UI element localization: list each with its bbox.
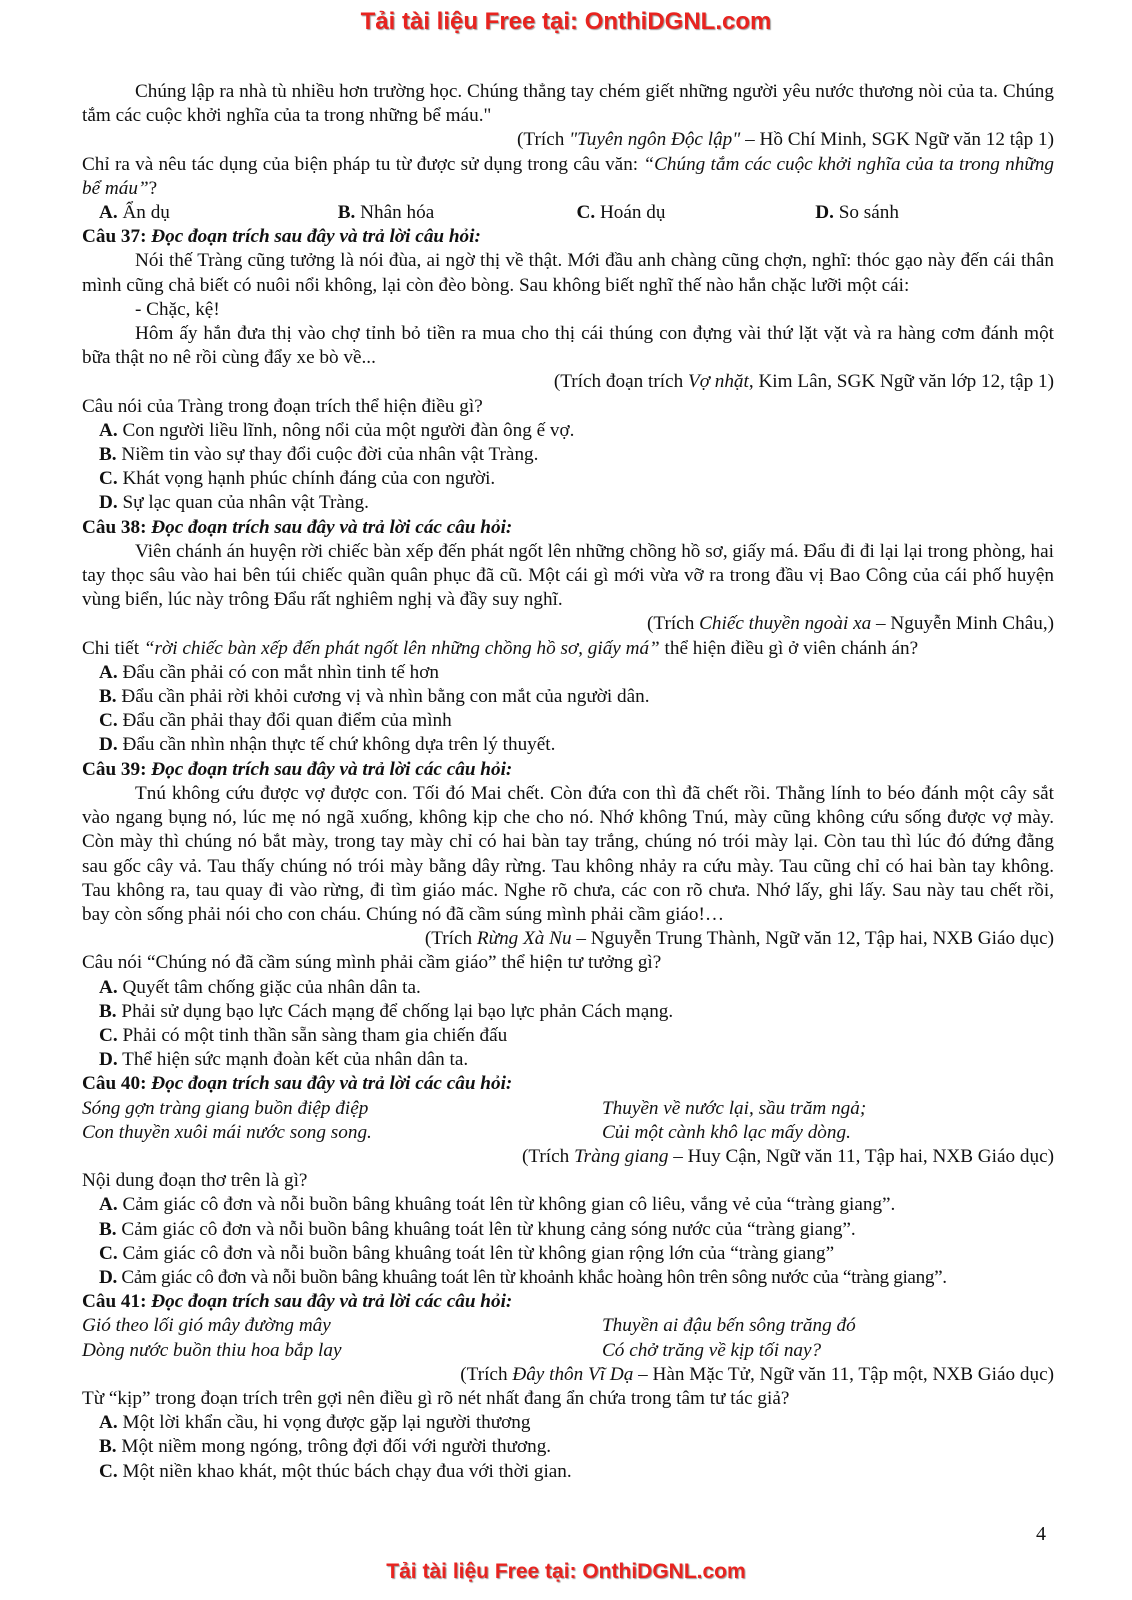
q38-question: Chi tiết “rời chiếc bàn xếp đến phát ngốt lên những chồng hồ sơ, giấy má” thể hiện điều gì ở viên chánh án? <box>82 637 919 659</box>
q41-question: Từ “kịp” trong đoạn trích trên gợi nên điều gì rõ nét nhất đang ẩn chứa trong tâm tư tác giả? <box>82 1387 790 1409</box>
q38-option-d: D. Đẩu cần nhìn nhận thực tế chứ không dựa trên lý thuyết. <box>99 734 556 756</box>
q38-source: (Trích Chiếc thuyền ngoài xa – Nguyễn Minh Châu,) <box>647 613 1054 635</box>
q39-option-d: D. Thể hiện sức mạnh đoàn kết của nhân dân ta. <box>99 1049 469 1071</box>
q37-option-d: D. Sự lạc quan của nhân vật Tràng. <box>99 492 369 514</box>
document-page <box>82 80 1054 1484</box>
q37-option-c: C. Khát vọng hạnh phúc chính đáng của con người. <box>99 468 496 490</box>
footer-banner: Tải tài liệu Free tại: OnthiDGNL.com <box>386 1560 746 1583</box>
q36-option-d: D. So sánh <box>815 202 899 224</box>
q41-option-b: B. Một niềm mong ngóng, trông đợi đối với người thương. <box>99 1436 552 1458</box>
q37-passage-3: Hôm ấy hắn đưa thị vào chợ tỉnh bỏ tiền ra mua cho thị cái thúng con đựng vài thứ lặt vặt và ra hàng cơm đánh một bữa thật no nê rồi cùng đẩy xe bò về... <box>82 323 1054 369</box>
q38-passage: Viên chánh án huyện rời chiếc bàn xếp đến phát ngốt lên những chồng hồ sơ, giấy má. Đẩu đi đi lại lại trong phòng, hai tay thọc sâu vào hai bên túi chiếc quần quân phục đã cũ. Một cái gì mới vừa vỡ ra trong đầu vị Bao Công của cái phố huyện vùng biển, lúc này trông Đẩu rất nghiêm nghị và đầy suy nghĩ. <box>82 540 1054 611</box>
q37-question: Câu nói của Tràng trong đoạn trích thể hiện điều gì? <box>82 395 483 417</box>
q41-option-c: C. Một niền khao khát, một thúc bách chạy đua với thời gian. <box>99 1460 572 1482</box>
q40-question: Nội dung đoạn thơ trên là gì? <box>82 1170 308 1192</box>
q39-option-a: A. Quyết tâm chống giặc của nhân dân ta. <box>99 976 421 998</box>
q39-heading: Câu 39: Đọc đoạn trích sau đây và trả lời các câu hỏi: <box>82 758 513 780</box>
header-banner: Tải tài liệu Free tại: OnthiDGNL.com <box>360 8 772 35</box>
q36-passage: Chúng lập ra nhà tù nhiều hơn trường học. Chúng thẳng tay chém giết những người yêu nước thương nòi của ta. Chúng tắm các cuộc khởi nghĩa của ta trong những bể máu." <box>82 81 1054 127</box>
q37-heading: Câu 37: Đọc đoạn trích sau đây và trả lời câu hỏi: <box>82 226 481 248</box>
q39-source: (Trích Rừng Xà Nu – Nguyễn Trung Thành, Ngữ văn 12, Tập hai, NXB Giáo dục) <box>424 928 1054 950</box>
q40-poem-line-1: Sóng gợn tràng giang buồn điệp điệp Thuyền về nước lại, sầu trăm ngả; <box>82 1097 867 1119</box>
q38-option-c: C. Đẩu cần phải thay đổi quan điểm của mình <box>99 710 452 732</box>
q37-passage-1: Nói thế Tràng cũng tưởng là nói đùa, ai ngờ thị về thật. Mới đầu anh chàng cũng chợn, nghĩ: thóc gạo này đến cái thân mình cũng chả biết có nuôi nổi không, lại còn đèo bòng. Sau không biết nghĩ thế nào hắn chặc lưỡi một cái: <box>82 250 1054 296</box>
page-number: 4 <box>1036 1523 1046 1545</box>
q36-option-b: B. Nhân hóa <box>337 202 435 224</box>
q40-poem-line-2: Con thuyền xuôi mái nước song song. Củi một cành khô lạc mấy dòng. <box>82 1121 851 1143</box>
q39-option-c: C. Phải có một tinh thần sẵn sàng tham gia chiến đấu <box>99 1024 508 1046</box>
q38-option-b: B. Đẩu cần phải rời khỏi cương vị và nhìn bằng con mắt của người dân. <box>99 686 650 708</box>
q41-option-a: A. Một lời khẩn cầu, hi vọng được gặp lại người thương <box>99 1412 531 1434</box>
q41-heading: Câu 41: Đọc đoạn trích sau đây và trả lời các câu hỏi: <box>82 1291 513 1313</box>
q36-source: (Trích "Tuyên ngôn Độc lập" – Hồ Chí Minh, SGK Ngữ văn 12 tập 1) <box>517 129 1054 151</box>
q40-option-a: A. Cảm giác cô đơn và nỗi buồn bâng khuâng toát lên từ không gian cô liêu, vắng vẻ của “tràng giang”. <box>99 1194 896 1216</box>
q38-heading: Câu 38: Đọc đoạn trích sau đây và trả lời các câu hỏi: <box>82 516 513 538</box>
q41-poem-line-1: Gió theo lối gió mây đường mây Thuyền ai đậu bến sông trăng đó <box>82 1315 856 1337</box>
q38-option-a: A. Đẩu cần phải có con mắt nhìn tinh tế hơn <box>99 661 439 683</box>
q41-poem-line-2: Dòng nước buồn thiu hoa bắp lay Có chở trăng về kịp tối nay? <box>82 1339 822 1361</box>
q40-heading: Câu 40: Đọc đoạn trích sau đây và trả lời các câu hỏi: <box>82 1073 513 1095</box>
q39-question: Câu nói “Chúng nó đã cầm súng mình phải cầm giáo” thể hiện tư tưởng gì? <box>82 952 662 974</box>
q36-option-c: C. Hoán dụ <box>576 202 666 224</box>
q40-source: (Trích Tràng giang – Huy Cận, Ngữ văn 11, Tập hai, NXB Giáo dục) <box>521 1145 1054 1167</box>
q41-source: (Trích Đây thôn Vĩ Dạ – Hàn Mặc Tử, Ngữ văn 11, Tập một, NXB Giáo dục) <box>460 1363 1054 1385</box>
q37-option-b: B. Niềm tin vào sự thay đổi cuộc đời của nhân vật Tràng. <box>99 444 539 466</box>
q40-option-b: B. Cảm giác cô đơn và nỗi buồn bâng khuâng toát lên từ khung cảng sóng nước của “tràng giang”. <box>99 1218 856 1240</box>
q39-option-b: B. Phải sử dụng bạo lực Cách mạng để chống lại bạo lực phản Cách mạng. <box>99 1000 674 1022</box>
q36-option-a: A. Ẩn dụ <box>99 202 170 224</box>
q36-question: Chỉ ra và nêu tác dụng của biện pháp tu từ được sử dụng trong câu văn: “Chúng tắm các cuộc khởi nghĩa của ta trong những bể máu”? <box>82 153 1055 199</box>
q37-passage-2: - Chặc, kệ! <box>135 298 220 320</box>
q36-options <box>82 201 1054 225</box>
q40-option-d: D. Cảm giác cô đơn và nỗi buồn bâng khuâng toát lên từ khoảnh khắc hoàng hôn trên sông nước của “tràng giang”. <box>99 1266 947 1288</box>
q37-option-a: A. Con người liều lĩnh, nông nổi của một người đàn ông ế vợ. <box>99 419 575 441</box>
q39-passage: Tnú không cứu được vợ được con. Tối đó Mai chết. Còn đứa con thì đã chết rồi. Thằng lính to béo đánh một cây sắt vào ngang bụng nó, lúc mẹ nó ngã xuống, không kịp che cho nó. Nhớ không Tnú, mày cũng không cứu sống được vợ mày. Còn mày thì chúng nó bắt mày, trong tay mày chỉ có hai bàn tay trắng, chúng nó trói mày lại. Còn tau thì lúc đó đứng đằng sau gốc cây vả. Tau thấy chúng nó trói mày bằng dây rừng. Tau không nhảy ra cứu mày. Tau cũng chỉ có hai bàn tay không. Tau không ra, tau quay đi vào rừng, đi tìm giáo mác. Nghe rõ chưa, các con rõ chưa. Nhớ lấy, ghi lấy. Sau này tau chết rồi, bay còn sống phải nói cho con cháu. Chúng nó đã cầm súng mình phải cầm giáo!… <box>82 782 1054 925</box>
q37-source: (Trích đoạn trích Vợ nhặt, Kim Lân, SGK Ngữ văn lớp 12, tập 1) <box>553 371 1054 393</box>
q40-option-c: C. Cảm giác cô đơn và nỗi buồn bâng khuâng toát lên từ không gian rộng lớn của “tràng giang” <box>99 1242 835 1264</box>
